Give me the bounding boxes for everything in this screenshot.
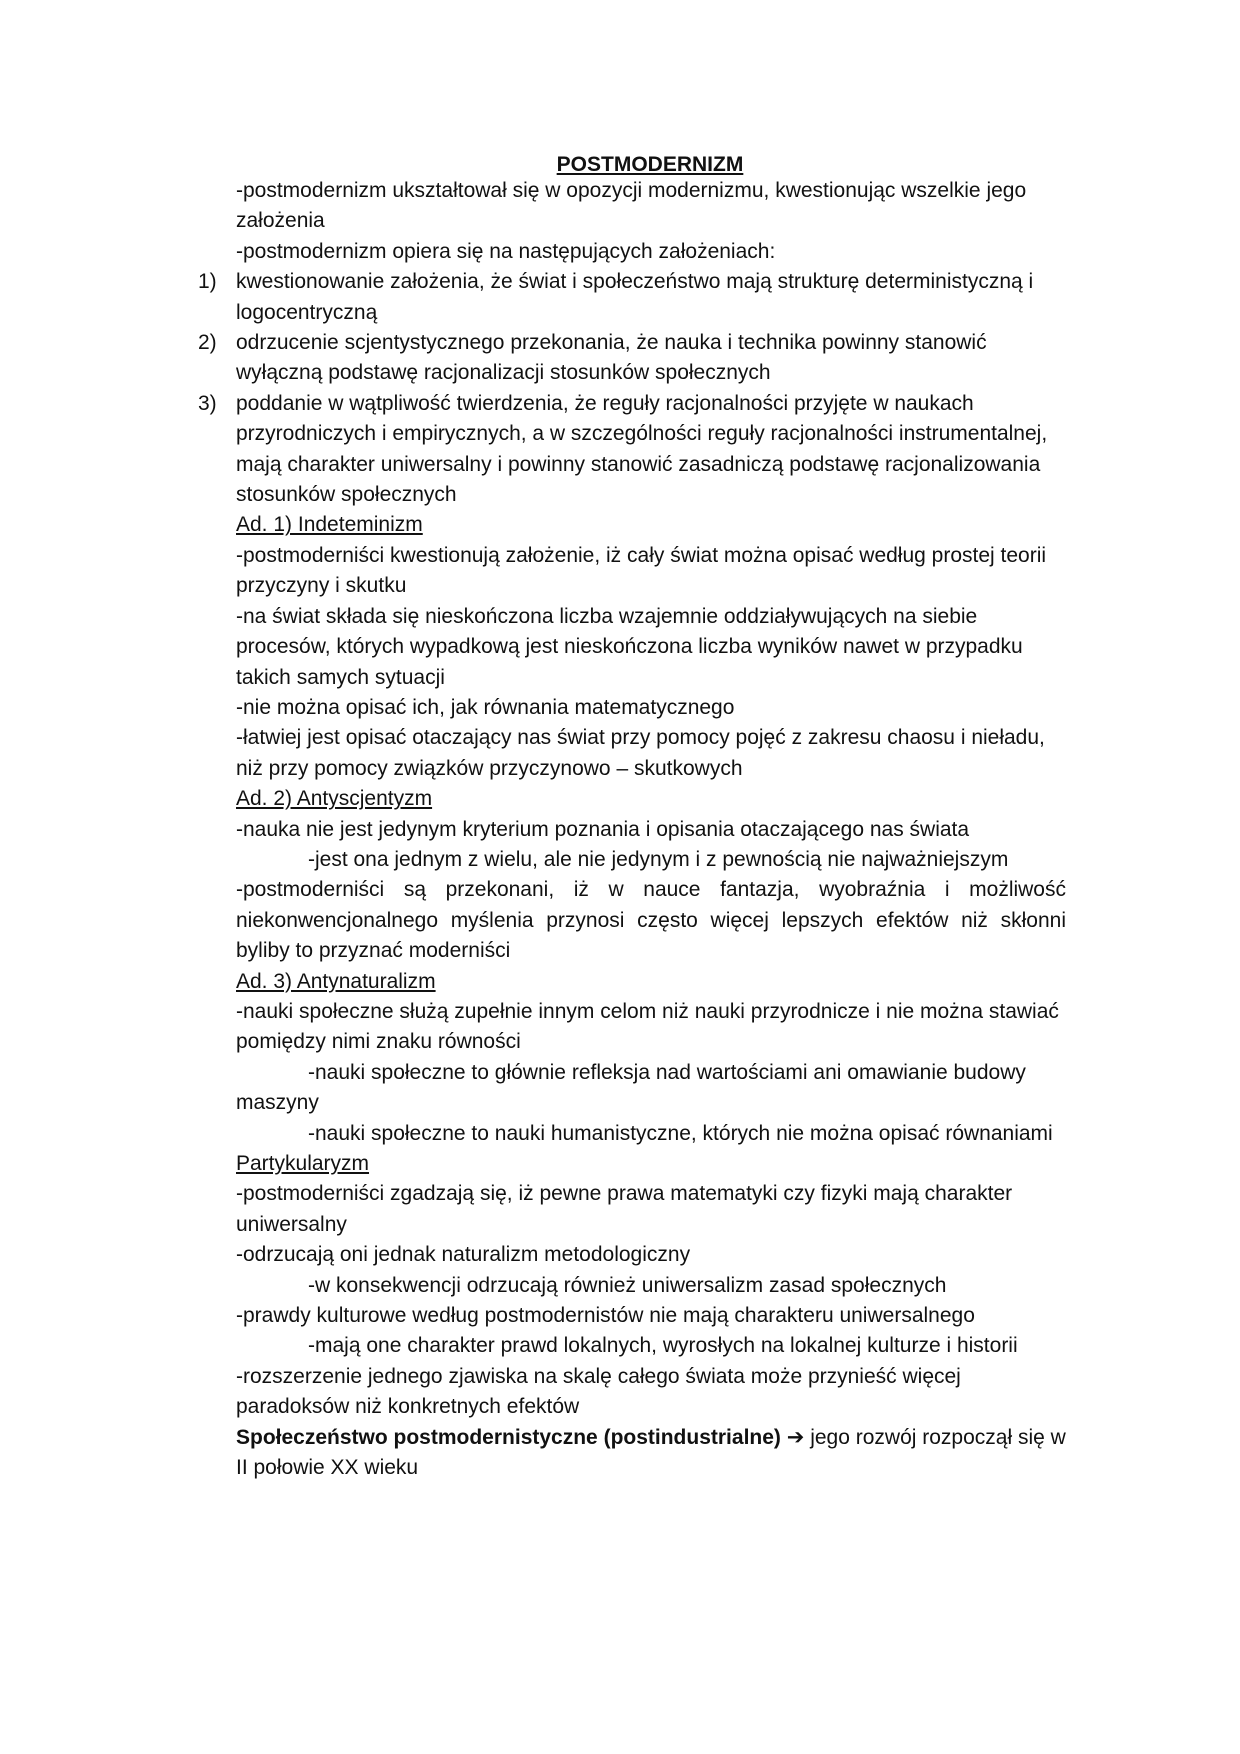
- paragraph: -mają one charakter prawd lokalnych, wyrosłych na lokalnej kulturze i historii: [308, 1334, 1018, 1358]
- section-heading-antinaturalism: Ad. 3) Antynaturalizm: [236, 969, 436, 993]
- list-marker-2: 2): [198, 331, 217, 355]
- paragraph: -nie można opisać ich, jak równania matematycznego: [236, 695, 735, 719]
- paragraph: -nauki społeczne służą zupełnie innym celom niż nauki przyrodnicze i nie można stawiać pomiędzy nimi znaku równości: [236, 999, 1059, 1054]
- paragraph: -nauki społeczne to głównie refleksja nad wartościami ani omawianie budowy maszyny: [236, 1060, 1026, 1115]
- section-heading-indeterminism: Ad. 1) Indeteminizm: [236, 513, 423, 537]
- paragraph: -w konsekwencji odrzucają również uniwersalizm zasad społecznych: [308, 1273, 947, 1297]
- assumption-3: [198, 389, 1066, 511]
- document-title: POSTMODERNIZM: [556, 153, 744, 176]
- section-heading-antiscientism: Ad. 2) Antyscjentyzm: [236, 787, 433, 811]
- paragraph: -jest ona jednym z wielu, ale nie jedynym i z pewnością nie najważniejszym: [308, 847, 1009, 871]
- assumption-1-text: kwestionowanie założenia, że świat i społeczeństwo mają strukturę deterministyczną i logocentryczną: [236, 270, 1034, 324]
- intro-paragraph-2: -postmodernizm opiera się na następujących założeniach:: [236, 239, 776, 263]
- paragraph: -postmoderniści są przekonani, iż w nauce fantazja, wyobraźnia i możliwość niekonwencjonalnego myślenia przynosi często więcej lepszych efektów niż skłonni byliby to przyznać moderniści: [236, 878, 1066, 963]
- paragraph: -odrzucają oni jednak naturalizm metodologiczny: [236, 1243, 691, 1267]
- paragraph: -postmoderniści zgadzają się, iż pewne prawa matematyki czy fizyki mają charakter uniwersalny: [236, 1182, 1013, 1236]
- document-body: [198, 176, 1066, 1483]
- intro-paragraph-1: -postmodernizm ukształtował się w opozycji modernizmu, kwestionując wszelkie jego założenia: [236, 179, 1027, 233]
- closing-bold-term: Społeczeństwo postmodernistyczne (postindustrialne): [236, 1425, 781, 1449]
- paragraph: -postmoderniści kwestionują założenie, iż cały świat można opisać według prostej teorii przyczyny i skutku: [236, 543, 1047, 598]
- list-marker-1: 1): [198, 270, 217, 294]
- section-heading-particularism: Partykularyzm: [236, 1152, 370, 1175]
- arrow-right-icon: ➔: [786, 1425, 805, 1449]
- assumption-3-text: poddanie w wątpliwość twierdzenia, że reguły racjonalności przyjęte w naukach przyrodniczych i empirycznych, a w szczególności reguły racjonalności instrumentalnej, mają charakter uniwersalny i powinny stanowić zasadniczą podstawę racjonalizowania stosunków społecznych: [236, 391, 1048, 507]
- paragraph: -łatwiej jest opisać otaczający nas świat przy pomocy pojęć z zakresu chaosu i nieładu, niż przy pomocy związków przyczynowo – skutkowych: [236, 726, 1045, 780]
- paragraph: -rozszerzenie jednego zjawiska na skalę całego świata może przynieść więcej paradoksów niż konkretnych efektów: [236, 1364, 961, 1419]
- paragraph: -nauka nie jest jedynym kryterium poznania i opisania otaczającego nas świata: [236, 817, 970, 841]
- closing-text: jego rozwój rozpoczął się w II połowie XX wieku: [236, 1425, 1066, 1480]
- list-marker-3: 3): [198, 391, 217, 415]
- paragraph: -prawdy kulturowe według postmodernistów nie mają charakteru uniwersalnego: [236, 1304, 975, 1328]
- closing-paragraph: [236, 1423, 1066, 1484]
- assumption-2: [198, 328, 1066, 389]
- assumption-1: [198, 267, 1066, 328]
- assumption-2-text: odrzucenie scjentystycznego przekonania, że nauka i technika powinny stanowić wyłączną podstawę racjonalizacji stosunków społecznych: [236, 331, 987, 385]
- paragraph: -nauki społeczne to nauki humanistyczne, których nie można opisać równaniami: [308, 1121, 1053, 1145]
- paragraph: -na świat składa się nieskończona liczba wzajemnie oddziaływujących na siebie procesów, których wypadkową jest nieskończona liczba wyników nawet w przypadku takich samych sytuacji: [236, 604, 1023, 689]
